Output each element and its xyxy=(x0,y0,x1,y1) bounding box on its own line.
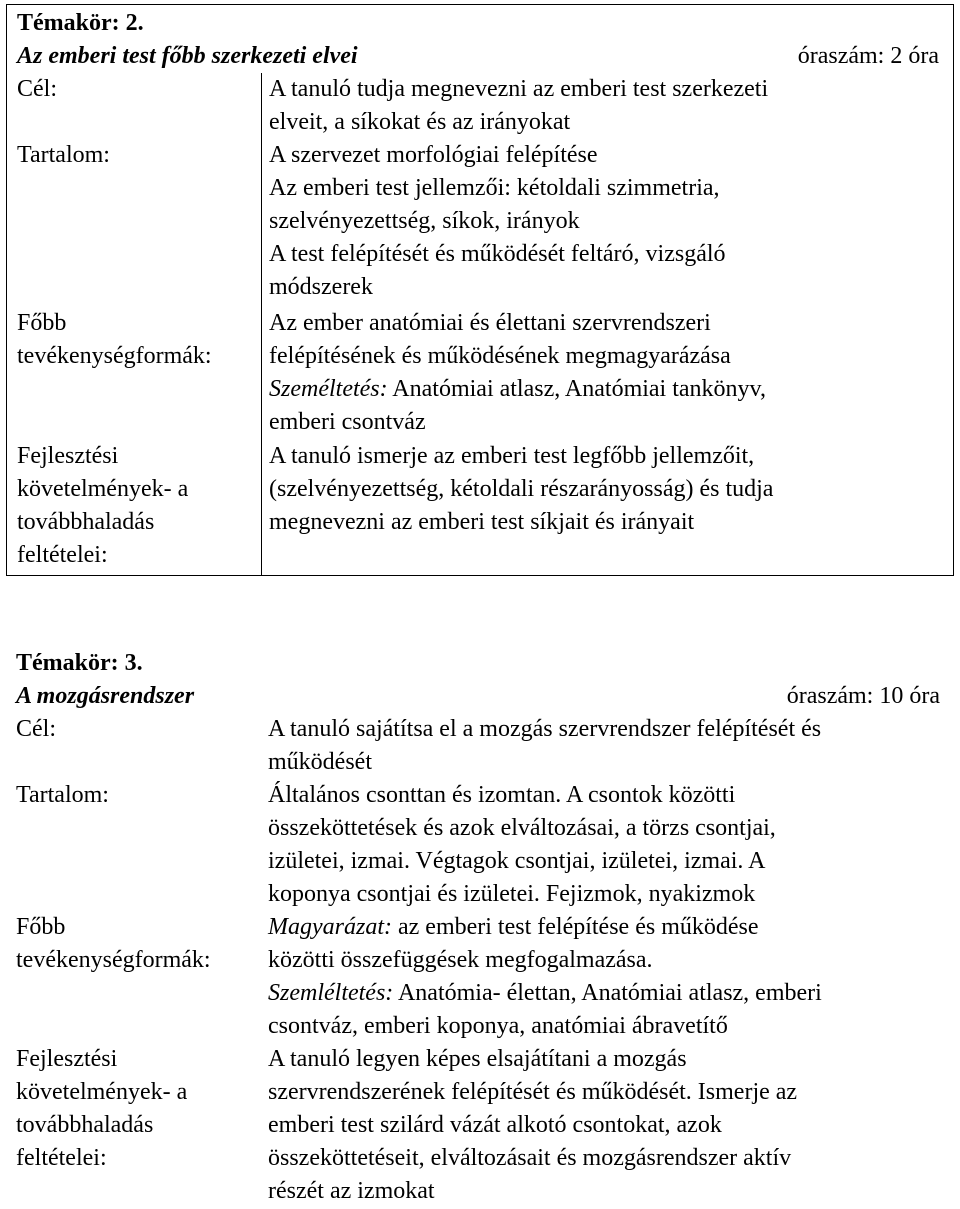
activities-value xyxy=(268,911,948,1043)
topic-heading: Témakör: 2. xyxy=(17,10,144,36)
hours-label: óraszám: 10 óra xyxy=(786,683,940,709)
goal-label: Cél: xyxy=(17,76,57,102)
goal-line: A tanuló sajátítsa el a mozgás szervrendszer felépítését és xyxy=(268,716,822,742)
activities-label: Főbb tevékenységformák: xyxy=(16,914,211,973)
content-line: szelvényezettség, síkok, irányok xyxy=(269,208,580,234)
content-line: módszerek xyxy=(269,274,373,300)
topic-title: A mozgásrendszer xyxy=(16,683,195,709)
topic-title: Az emberi test főbb szerkezeti elvei xyxy=(17,43,358,69)
content-value xyxy=(269,139,949,304)
activities-line: Az ember anatómiai és élettani szervrendszeri xyxy=(269,310,711,336)
topic-3-block xyxy=(6,645,954,1208)
activities-label: Főbb tevékenységformák: xyxy=(17,310,212,369)
demo-label: Személtetés: xyxy=(269,376,388,402)
demo-line-2: emberi csontváz xyxy=(269,409,426,435)
demo-text: Anatómiai atlasz, Anatómiai tankönyv, xyxy=(387,376,766,402)
explain-label: Magyarázat: xyxy=(268,914,392,940)
goal-line: működését xyxy=(268,749,372,775)
content-label: Tartalom: xyxy=(17,142,110,168)
requirements-line: szervrendszerének felépítését és működését. Ismerje az xyxy=(268,1079,798,1105)
topic-heading: Témakör: 3. xyxy=(16,650,143,676)
content-line: A szervezet morfológiai felépítése xyxy=(269,142,598,168)
requirements-line: emberi test szilárd vázát alkotó csontokat, azok xyxy=(268,1112,722,1138)
demo-line xyxy=(269,373,949,406)
requirements-value xyxy=(268,1043,948,1208)
explain-line xyxy=(268,911,948,944)
requirements-line: megnevezni az emberi test síkjait és irányait xyxy=(269,509,695,535)
activities-value xyxy=(269,307,949,439)
explain-text: az emberi test felépítése és működése xyxy=(391,914,759,940)
goal-value xyxy=(269,73,949,139)
demo-label: Szemléltetés: xyxy=(268,980,394,1006)
goal-value xyxy=(268,713,948,779)
topic-title-row xyxy=(16,680,940,713)
requirements-line: (szelvényezettség, kétoldali részarányosság) és tudja xyxy=(269,476,774,502)
content-value xyxy=(268,779,948,911)
topic-title-row xyxy=(17,40,939,73)
topic-2-block xyxy=(6,4,954,576)
activities-line: felépítésének és működésének megmagyarázása xyxy=(269,343,731,369)
demo-text: Anatómia- élettan, Anatómiai atlasz, emberi xyxy=(393,980,822,1006)
content-line: Az emberi test jellemzői: kétoldali szimmetria, xyxy=(269,175,720,201)
requirements-label: Fejlesztési követelmények- a továbbhaladás feltételei: xyxy=(17,443,189,568)
requirements-line: A tanuló legyen képes elsajátítani a mozgás xyxy=(268,1046,687,1072)
content-line: izületei, izmai. Végtagok csontjai, izületei, izmai. A xyxy=(268,848,766,874)
requirements-line: A tanuló ismerje az emberi test legfőbb jellemzőit, xyxy=(269,443,755,469)
content-line: Általános csonttan és izomtan. A csontok közötti xyxy=(268,782,736,808)
goal-line: elveit, a síkokat és az irányokat xyxy=(269,109,571,135)
requirements-value xyxy=(269,440,949,539)
requirements-label: Fejlesztési követelmények- a továbbhaladás feltételei: xyxy=(16,1046,188,1171)
demo-line xyxy=(268,977,948,1010)
hours-label: óraszám: 2 óra xyxy=(797,43,939,69)
explain-line-2: közötti összefüggések megfogalmazása. xyxy=(268,947,653,973)
requirements-line: részét az izmokat xyxy=(268,1178,435,1204)
demo-line-2: csontváz, emberi koponya, anatómiai ábravetítő xyxy=(268,1013,728,1039)
content-line: összeköttetések és azok elváltozásai, a törzs csontjai, xyxy=(268,815,776,841)
goal-line: A tanuló tudja megnevezni az emberi test szerkezeti xyxy=(269,76,769,102)
goal-label: Cél: xyxy=(16,716,56,742)
content-line: A test felépítését és működését feltáró, vizsgáló xyxy=(269,241,726,267)
content-line: koponya csontjai és izületei. Fejizmok, nyakizmok xyxy=(268,881,756,907)
content-label: Tartalom: xyxy=(16,782,109,808)
requirements-line: összeköttetéseit, elváltozásait és mozgásrendszer aktív xyxy=(268,1145,792,1171)
